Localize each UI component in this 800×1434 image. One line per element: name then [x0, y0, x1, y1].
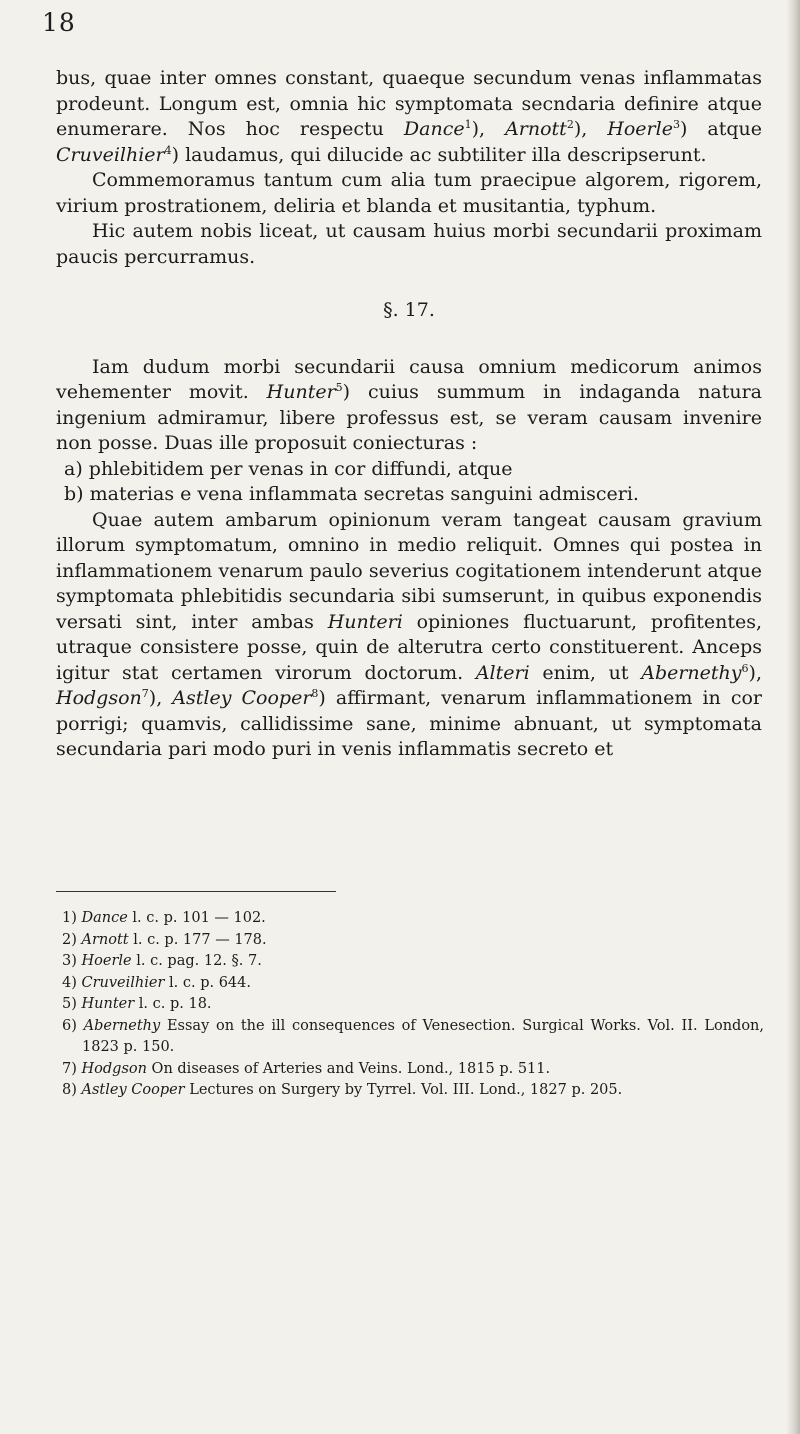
footnote: 2) Arnott l. c. p. 177 — 178.	[62, 931, 267, 948]
author-arnott: Arnott	[505, 118, 567, 140]
page-number: 18	[42, 8, 76, 37]
paragraph-2: Commemoramus tantum cum alia tum praecipue algorem, rigorem, virium prostrationem, deliria et blanda et musitantia, typhum.	[56, 169, 762, 217]
word-alteri: Alteri	[475, 661, 530, 684]
paragraph-5: Quae autem ambarum opinionum veram tangeat causam gravium illorum symptomatum, omnino in medio reliquit. Omnes qui postea in inflammationem venarum paulo severius cogitationem intenderunt atque symptomata phlebitidis secundaria sibi sumserunt, in quibus exponendis versati sint, inter ambas Hunteri opiniones fluctuarunt, profitentes, utraque consistere posse, quin de alterutra certo constituerent. Anceps igitur stat certamen virorum doctorum. Alteri enim, ut Abernethy$^6$), Hodgson$^7$), Astley Cooper$^8$) affirmant, venarum inflammationem in cor porrigi; quamvis, callidissime sane, minime abnuant, ut symptomata secundaria pari modo puri in venis inflammatis secreto et	[56, 508, 763, 760]
author-hoerle: Hoerle	[607, 118, 673, 140]
footnotes	[62, 908, 764, 1102]
author-hodgson: Hodgson	[56, 687, 142, 709]
footnote: 5) Hunter l. c. p. 18.	[62, 996, 212, 1012]
paragraph-1: bus, quae inter omnes constant, quaeque secundum venas inflammatas prodeunt. Longum est, omnia hic symptomata secndaria definire atque enumerare. Nos hoc respectu Dance$^1$), Arnott$^2$), Hoerle$^3$) atque Cruveilhier$^4$) laudamus, qui dilucide ac subtiliter illa descripserunt.	[56, 67, 762, 166]
paragraph-4: Iam dudum morbi secundarii causa omnium medicorum animos vehementer movit. Hunter$^5$) cuius summum in indaganda natura ingenium admiramur, libere professus est, se veram causam invenire non posse. Duas ille proposuit coniecturas :	[56, 355, 762, 454]
footnote: 6) Abernethy Essay on the ill consequences of Venesection. Surgical Works. Vol. II. London, 1823 p. 150.	[62, 1017, 765, 1055]
footnote: 3) Hoerle l. c. pag. 12. §. 7.	[62, 953, 262, 969]
footnote: 8) Astley Cooper Lectures on Surgery by Tyrrel. Vol. III. Lond., 1827 p. 205.	[62, 1082, 623, 1098]
author-cruveilhier: Cruveilhier	[56, 143, 165, 166]
main-text	[56, 66, 762, 763]
footnote: 4) Cruveilhier l. c. p. 644.	[62, 974, 251, 991]
paragraph-3: Hic autem nobis liceat, ut causam huius morbi secundarii proximam paucis percurramus.	[56, 220, 762, 268]
list-item-a: a) phlebitidem per venas in cor diffundi, atque	[64, 457, 513, 480]
author-hunter: Hunter	[266, 381, 336, 403]
author-hunteri: Hunteri	[327, 610, 403, 633]
section-heading: §. 17.	[383, 299, 435, 321]
page-edge-shadow	[786, 0, 800, 1434]
footnote: 7) Hodgson On diseases of Arteries and Veins. Lond., 1815 p. 511.	[62, 1060, 551, 1077]
author-astley-cooper: Astley Cooper	[172, 687, 312, 709]
author-abernethy: Abernethy	[641, 661, 742, 684]
author-dance: Dance	[403, 118, 465, 140]
footnote-rule	[56, 891, 336, 892]
list-item-b: b) materias e vena inflammata secretas sanguini admisceri.	[64, 483, 639, 505]
footnote: 1) Dance l. c. p. 101 — 102.	[62, 910, 266, 926]
